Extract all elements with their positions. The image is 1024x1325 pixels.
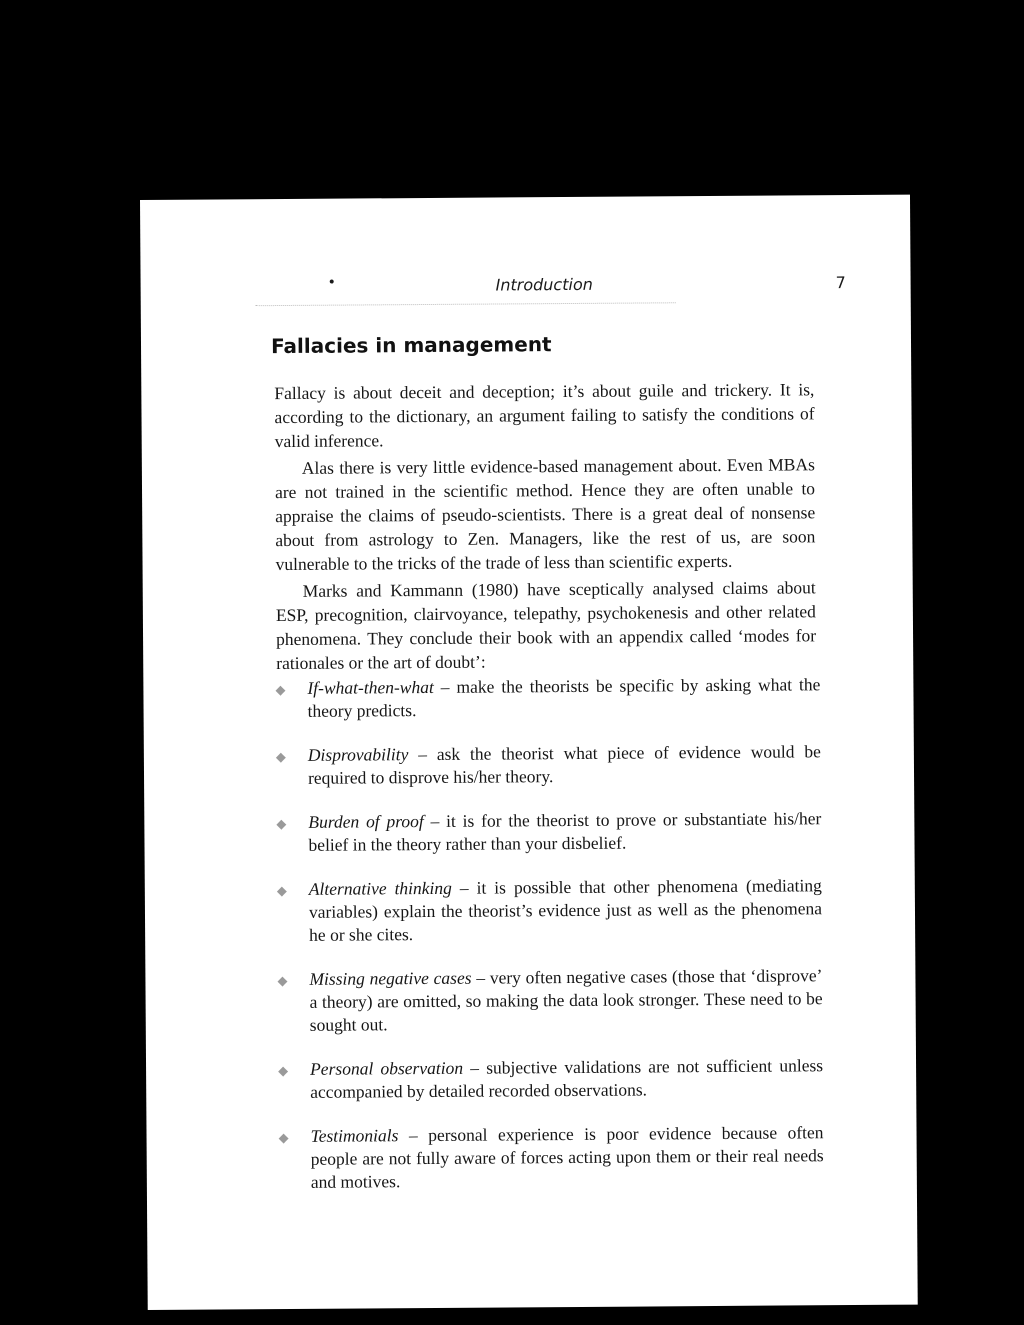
running-head xyxy=(141,273,911,302)
page-number: 7 xyxy=(835,273,846,293)
list-item-text: – very often negative cases (those that ‘disprove’ a theory) are omitted, so making the data look stronger. These need to be sought out. xyxy=(309,965,823,1035)
list-item-term: Personal observation xyxy=(309,1057,464,1079)
doubt-modes-list xyxy=(275,673,824,1215)
list-item-text: – it is possible that other phenomena (mediating variables) explain the theorist’s evidence just as well as the phenomena he or she cites. xyxy=(308,875,823,945)
list-item xyxy=(275,673,820,723)
scanned-page xyxy=(140,195,918,1310)
list-item xyxy=(277,964,822,1037)
list-item-term: Missing negative cases xyxy=(309,967,472,989)
bullet-icon: ◆ xyxy=(278,1062,289,1079)
list-item-text: – subjective validations are not sufficient unless accompanied by detailed recorded observations. xyxy=(310,1055,824,1102)
list-item-text: – it is for the theorist to prove or substantiate his/her belief in the theory rather than your disbelief. xyxy=(308,808,822,855)
list-item xyxy=(276,807,821,857)
list-item-text: – personal experience is poor evidence because often people are not fully aware of forces acting upon them or their real needs and motives. xyxy=(310,1122,824,1192)
bullet-icon: ◆ xyxy=(276,882,287,899)
list-item-term: Disprovability xyxy=(307,744,409,765)
header-dot: • xyxy=(327,274,336,291)
bullet-icon: ◆ xyxy=(275,748,286,765)
paragraph-3: Marks and Kammann (1980) have sceptically analysed claims about ESP, precognition, clairvoyance, telepathy, psychokenesis and other related phenomena. They conclude their book with an appendix called ‘modes for rationales or the art of doubt’: xyxy=(275,577,817,674)
bullet-icon: ◆ xyxy=(277,972,288,989)
paragraph-1: Fallacy is about deceit and deception; it’s about guile and trickery. It is, according to the dictionary, an argument failing to satisfy the conditions of valid inference. xyxy=(274,379,815,452)
list-item xyxy=(276,740,821,790)
list-item-term: Burden of proof xyxy=(308,811,424,832)
header-rule xyxy=(256,302,676,306)
section-heading: Fallacies in management xyxy=(270,332,552,359)
body-text xyxy=(274,377,816,678)
bullet-icon: ◆ xyxy=(275,681,286,698)
paragraph-2: Alas there is very little evidence-based management about. Even MBAs are not trained in the scientific method. Hence they are often unable to appraise the claims of pseudo-scientists. There is a great deal of nonsense about from astrology to Zen. Managers, like the rest of us, are soon vulnerable to the tricks of the trade of less than scientific experts. xyxy=(274,454,816,575)
list-item-term: If-what-then-what xyxy=(307,676,434,698)
bullet-icon: ◆ xyxy=(278,1129,289,1146)
running-head-title: Introduction xyxy=(495,274,593,295)
list-item xyxy=(277,874,822,947)
list-item xyxy=(278,1054,823,1104)
list-item-term: Testimonials xyxy=(310,1125,399,1146)
list-item-term: Alternative thinking xyxy=(308,877,452,899)
list-item-text: – ask the theorist what piece of evidence would be required to disprove his/her theory. xyxy=(307,741,821,788)
list-item xyxy=(278,1121,823,1194)
bullet-icon: ◆ xyxy=(276,815,287,832)
list-item-text: – make the theorists be specific by asking what the theory predicts. xyxy=(307,674,821,721)
